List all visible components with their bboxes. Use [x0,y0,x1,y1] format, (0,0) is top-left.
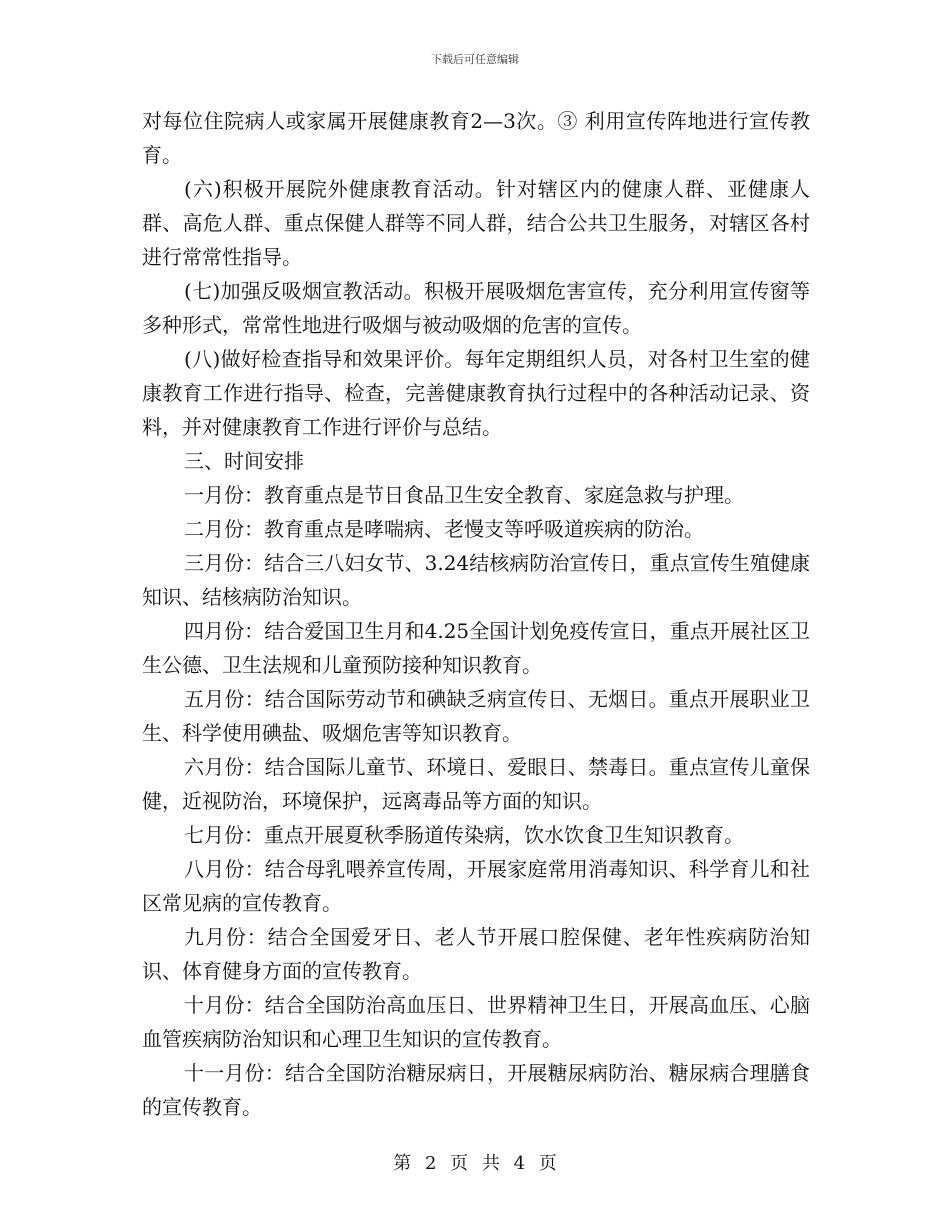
schedule-march: 三月份：结合三八妇女节、3.24结核病防治宣传日，重点宣传生殖健康知识、结核病防治知识。 [142,551,810,609]
page-header: 下载后可任意编辑 [431,53,519,66]
paragraph-item-7: (七)加强反吸烟宣教活动。积极开展吸烟危害宣传，充分利用宣传窗等多种形式，常常性地进行吸烟与被动吸烟的危害的宣传。 [142,279,810,337]
schedule-july: 七月份：重点开展夏秋季肠道传染病，饮水饮食卫生知识教育。 [184,823,744,847]
section-heading-schedule: 三、时间安排 [184,449,304,473]
paragraph-continuation: 对每位住院病人或家属开展健康教育2—3次。③ 利用宣传阵地进行宣传教育。 [142,109,810,167]
schedule-february: 二月份：教育重点是哮喘病、老慢支等呼吸道疾病的防治。 [184,517,704,541]
document-body [142,104,810,1124]
paragraph-item-6: (六)积极开展院外健康教育活动。针对辖区内的健康人群、亚健康人群、高危人群、重点保健人群等不同人群，结合公共卫生服务，对辖区各村进行常常性指导。 [142,177,810,269]
page-footer: 第 2 页 共 4 页 [393,1153,557,1174]
paragraph-item-8: (八)做好检查指导和效果评价。每年定期组织人员，对各村卫生室的健康教育工作进行指导、检查，完善健康教育执行过程中的各种活动记录、资料，并对健康教育工作进行评价与总结。 [142,347,810,439]
schedule-september: 九月份：结合全国爱牙日、老人节开展口腔保健、老年性疾病防治知识、体育健身方面的宣传教育。 [142,925,810,983]
schedule-october: 十月份：结合全国防治高血压日、世界精神卫生日，开展高血压、心脑血管疾病防治知识和心理卫生知识的宣传教育。 [142,993,810,1051]
schedule-november: 十一月份：结合全国防治糖尿病日，开展糖尿病防治、糖尿病合理膳食的宣传教育。 [142,1061,810,1119]
schedule-january: 一月份：教育重点是节日食品卫生安全教育、家庭急救与护理。 [184,483,744,507]
schedule-august: 八月份：结合母乳喂养宣传周，开展家庭常用消毒知识、科学育儿和社区常见病的宣传教育。 [142,857,810,915]
schedule-april: 四月份：结合爱国卫生月和4.25全国计划免疫传宣日，重点开展社区卫生公德、卫生法规和儿童预防接种知识教育。 [142,619,810,677]
schedule-may: 五月份：结合国际劳动节和碘缺乏病宣传日、无烟日。重点开展职业卫生、科学使用碘盐、吸烟危害等知识教育。 [142,687,810,745]
schedule-june: 六月份：结合国际儿童节、环境日、爱眼日、禁毒日。重点宣传儿童保健，近视防治，环境保护，远离毒品等方面的知识。 [142,755,810,813]
